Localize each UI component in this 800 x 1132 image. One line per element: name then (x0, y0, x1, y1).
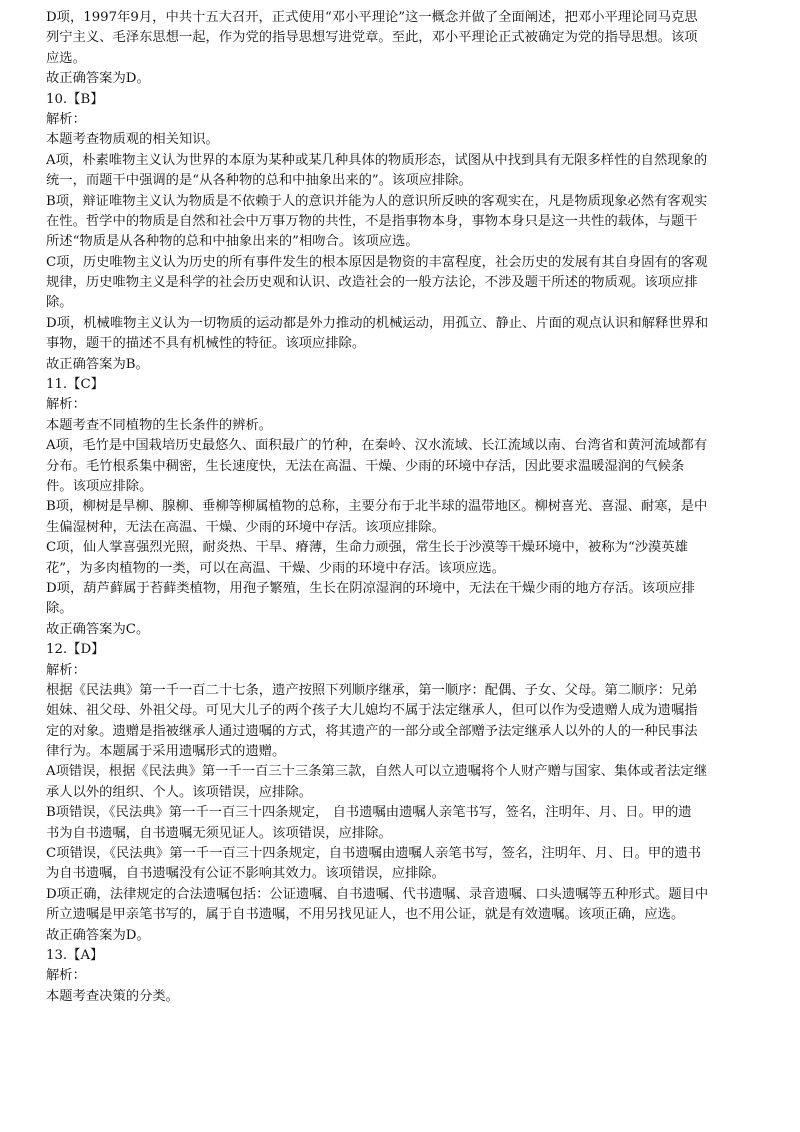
text-line: 书为自书遗嘱，自书遗嘱无须见证人。该项错误，应排除。 (46, 825, 392, 841)
text-line: C项，历史唯物主义认为历史的所有事件发生的根本原因是物资的丰富程度，社会历史的发展有其自身固有的客观 (46, 254, 708, 270)
text-line: 根据《民法典》第一千一百二十七条，遗产按照下列顺序继承，第一顺序：配偶、子女、父母。第二顺序：兄弟 (46, 682, 698, 698)
text-line: 所述“物质是从各种物的总和中抽象出来的”相吻合。该项应选。 (46, 234, 419, 250)
text-line: A项，毛竹是中国栽培历史最悠久、面积最广的竹种，在秦岭、汉水流域、长江流域以南、台湾省和黄河流域都有 (46, 438, 708, 454)
text-line: 故正确答案为C。 (46, 621, 150, 637)
text-line: 生偏湿树种，无法在高温、干燥、少雨的环境中存活。该项应排除。 (46, 519, 445, 535)
text-line: 10.【B】 (46, 91, 104, 107)
text-line: 所立遗嘱是甲亲笔书写的，属于自书遗嘱，不用另找见证人，也不用公证，就是有效遗嘱。该项正确，应选。 (46, 907, 685, 923)
text-line: 承人以外的组织、个人。该项错误，应排除。 (46, 784, 312, 800)
text-line: 统一，而题干中强调的是“从各种物的总和中抽象出来的”。该项应排除。 (46, 173, 472, 189)
text-line: C项，仙人掌喜强烈光照，耐炎热、干旱、瘠薄，生命力顽强，常生长于沙漠等干燥环境中，被称为“沙漠英雄 (46, 540, 688, 556)
text-line: 11.【C】 (46, 377, 104, 393)
text-line: 解析： (46, 111, 86, 127)
text-line: 列宁主义、毛泽东思想一起，作为党的指导思想写进党章。至此，邓小平理论正式被确定为党的指导思想。该项 (46, 30, 698, 46)
text-line: 律行为。本题属于采用遗嘱形式的遗赠。 (46, 744, 286, 760)
text-line: 在性。哲学中的物质是自然和社会中万事万物的共性，不是指事物本身，事物本身只是这一共性的载体，与题干 (46, 213, 698, 229)
text-line: 除。 (46, 295, 73, 311)
text-line: A项，朴素唯物主义认为世界的本原为某种或某几种具体的物质形态，试图从中找到具有无限多样性的自然现象的 (46, 152, 708, 168)
text-line: C项错误，《民法典》第一千一百三十四条规定，自书遗嘱由遗嘱人亲笔书写，签名，注明年、月、日。甲的遗书 (46, 846, 702, 862)
text-line: 分布。毛竹根系集中稠密，生长速度快，无法在高温、干燥、少雨的环境中存活，因此要求温暖湿润的气候条 (46, 458, 685, 474)
text-line: 解析： (46, 968, 86, 984)
text-line: 13.【A】 (46, 947, 104, 963)
text-line: 解析： (46, 397, 86, 413)
text-line: D项，葫芦藓属于苔藓类植物，用孢子繁殖，生长在阴凉湿润的环境中，无法在干燥少雨的地方存活。该项应排 (46, 580, 695, 596)
text-line: 解析： (46, 662, 86, 678)
text-line: 事物，题干的描述不具有机械性的特征。该项应排除。 (46, 336, 366, 352)
text-line: 12.【D】 (46, 642, 105, 658)
text-line: B项，柳树是旱柳、腺柳、垂柳等柳属植物的总称，主要分布于北半球的温带地区。柳树喜光、喜湿、耐寒，是中 (46, 499, 708, 515)
text-line: 花”，为多肉植物的一类，可以在高温、干燥、少雨的环境中存活。该项应选。 (46, 560, 505, 576)
text-line: D项，机械唯物主义认为一切物质的运动都是外力推动的机械运动，用孤立、静止、片面的观点认识和解释世界和 (46, 315, 709, 331)
text-line: 为自书遗嘱，自书遗嘱没有公证不影响其效力。该项错误，应排除。 (46, 866, 445, 882)
text-line: 故正确答案为D。 (46, 927, 150, 943)
text-line: B项，辩证唯物主义认为物质是不依赖于人的意识并能为人的意识所反映的客观实在，凡是物质现象必然有客观实 (46, 193, 708, 209)
text-line: 件。该项应排除。 (46, 478, 153, 494)
text-line: 应选。 (46, 50, 86, 66)
text-line: 故正确答案为B。 (46, 356, 149, 372)
text-line: 本题考查物质观的相关知识。 (46, 132, 219, 148)
text-line: D项正确，法律规定的合法遗嘱包括：公证遗嘱、自书遗嘱、代书遗嘱、录音遗嘱、口头遗嘱等五种形式。题目中 (46, 886, 709, 902)
text-line: 故正确答案为D。 (46, 71, 150, 87)
text-line: 姐妹、祖父母、外祖父母。可见大儿子的两个孩子大儿媳均不属于法定继承人，但可以作为受遗赠人成为遗嘱指 (46, 703, 698, 719)
text-line: 本题考查决策的分类。 (46, 988, 179, 1004)
text-line: 本题考查不同植物的生长条件的辨析。 (46, 417, 273, 433)
text-line: 规律，历史唯物主义是科学的社会历史观和认识、改造社会的一般方法论，不涉及题干所述的物质观。该项应排 (46, 275, 698, 291)
text-line: 定的对象。遗赠是指被继承人通过遗嘱的方式，将其遗产的一部分或全部赠予法定继承人以外的人的一种民事法 (46, 723, 698, 739)
text-line: 除。 (46, 601, 73, 617)
text-line: B项错误，《民法典》第一千一百三十四条规定， 自书遗嘱由遗嘱人亲笔书写，签名，注明年、月、日。甲的遗 (46, 805, 692, 821)
text-line: D项，1997年9月，中共十五大召开，正式使用“邓小平理论”这一概念并做了全面阐述，把邓小平理论同马克思 (46, 10, 698, 25)
text-line: A项错误，根据《民法典》第一千一百三十三条第三款，自然人可以立遗嘱将个人财产赠与国家、集体或者法定继 (46, 764, 708, 780)
